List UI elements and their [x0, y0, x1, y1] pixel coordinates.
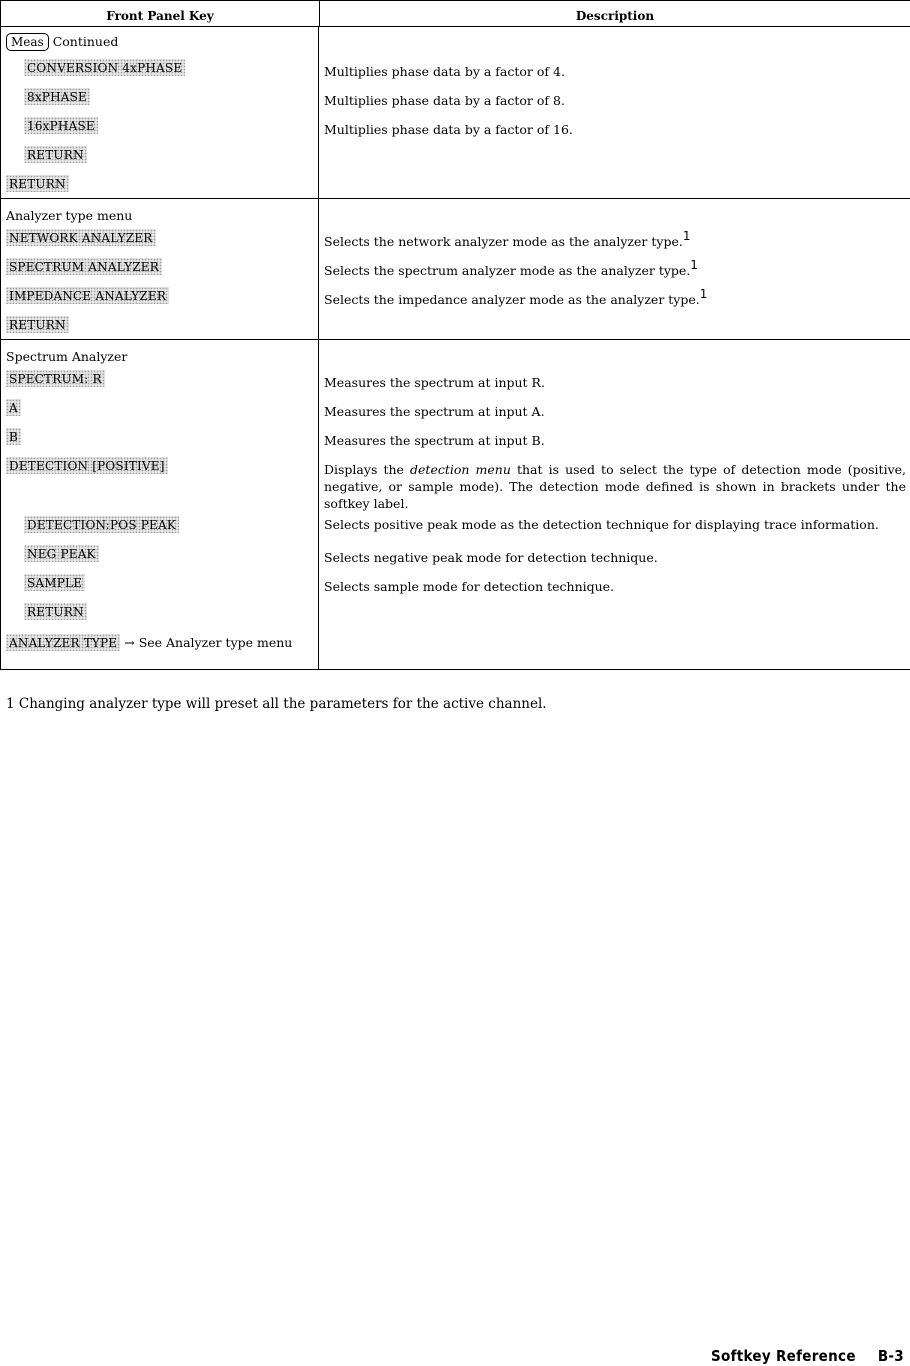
table-row: [1, 366, 910, 395]
analyzer-type-softkey[interactable]: ANALYZER TYPE: [6, 634, 120, 651]
row-description: Selects positive peak mode as the detection technique for displaying trace information.: [324, 517, 879, 532]
spectrum-a-softkey[interactable]: A: [6, 399, 21, 416]
return-softkey[interactable]: RETURN: [6, 316, 69, 333]
table-row: [1, 84, 910, 113]
row-description: Multiplies phase data by a factor of 8.: [324, 93, 565, 108]
table-row: [1, 142, 910, 171]
page-number: B-3: [877, 1347, 904, 1365]
table-header: [1, 1, 910, 27]
table-row: [1, 395, 910, 424]
table-row: [1, 424, 910, 453]
sample-softkey[interactable]: SAMPLE: [24, 574, 85, 591]
detection-positive-softkey[interactable]: DETECTION [POSITIVE]: [6, 457, 168, 474]
row-description: Multiplies phase data by a factor of 16.: [324, 122, 573, 137]
spectrum-analyzer-softkey[interactable]: SPECTRUM ANALYZER: [6, 258, 162, 275]
spectrum-r-softkey[interactable]: SPECTRUM: R: [6, 370, 105, 387]
table-row: [1, 283, 910, 312]
table-row: [1, 512, 910, 541]
table-row: [1, 254, 910, 283]
row-description: Selects the network analyzer mode as the analyzer type.: [324, 234, 683, 249]
see-analyzer-type-menu: → See Analyzer type menu: [124, 635, 293, 650]
row-description: Displays the detection menu that is used to select the type of detection mode (positive, negative, or sample mode). The detection mode defined is shown in brackets under the softkey label.: [324, 462, 907, 511]
return-softkey[interactable]: RETURN: [6, 175, 69, 192]
return-softkey[interactable]: RETURN: [24, 146, 87, 163]
impedance-analyzer-softkey[interactable]: IMPEDANCE ANALYZER: [6, 287, 169, 304]
section-meas-continued: [1, 27, 910, 199]
table-row: [1, 570, 910, 599]
footnote: 1 Changing analyzer type will preset all the parameters for the active channel.: [6, 696, 547, 712]
section-analyzer-type-menu: [1, 199, 910, 340]
softkey-table: [0, 0, 910, 670]
detection-pos-peak-softkey[interactable]: DETECTION:POS PEAK: [24, 516, 179, 533]
table-row: [1, 628, 910, 669]
table-row: [1, 312, 910, 339]
table-row: [1, 599, 910, 628]
row-description: Selects negative peak mode for detection technique.: [324, 550, 658, 565]
8xphase-softkey[interactable]: 8xPHASE: [24, 88, 90, 105]
analyzer-type-menu-title: Analyzer type menu: [6, 208, 133, 223]
row-description: Selects the spectrum analyzer mode as the analyzer type.: [324, 263, 691, 278]
neg-peak-softkey[interactable]: NEG PEAK: [24, 545, 99, 562]
16xphase-softkey[interactable]: 16xPHASE: [24, 117, 98, 134]
table-row: [1, 453, 910, 512]
meas-hardkey[interactable]: Meas: [6, 33, 49, 51]
footnote-marker: 1: [690, 258, 698, 272]
table-row: [1, 171, 910, 198]
row-description: Measures the spectrum at input A.: [324, 404, 545, 419]
conversion-4xphase-softkey[interactable]: CONVERSION 4xPHASE: [24, 59, 185, 76]
row-description: Selects sample mode for detection technique.: [324, 579, 615, 594]
return-softkey[interactable]: RETURN: [24, 603, 87, 620]
table-row: [1, 55, 910, 84]
row-description: Measures the spectrum at input R.: [324, 375, 545, 390]
table-row: [1, 113, 910, 142]
detection-menu-reference: detection menu: [410, 462, 511, 477]
spectrum-analyzer-title: Spectrum Analyzer: [6, 349, 128, 364]
spectrum-b-softkey[interactable]: B: [6, 428, 21, 445]
page-footer: [711, 1347, 904, 1365]
page-footer-title: Softkey Reference: [711, 1347, 856, 1365]
header-description: Description: [575, 9, 655, 23]
table-row: [1, 225, 910, 254]
header-front-panel-key: Front Panel Key: [1, 1, 320, 26]
table-row: [1, 541, 910, 570]
section-spectrum-analyzer: [1, 340, 910, 670]
network-analyzer-softkey[interactable]: NETWORK ANALYZER: [6, 229, 156, 246]
footnote-marker: 1: [699, 287, 708, 301]
row-description: Selects the impedance analyzer mode as the analyzer type.: [324, 292, 700, 307]
continued-label: Continued: [52, 34, 119, 49]
footnote-marker: 1: [682, 229, 691, 243]
row-description: Measures the spectrum at input B.: [324, 433, 545, 448]
row-description: Multiplies phase data by a factor of 4.: [324, 64, 565, 79]
